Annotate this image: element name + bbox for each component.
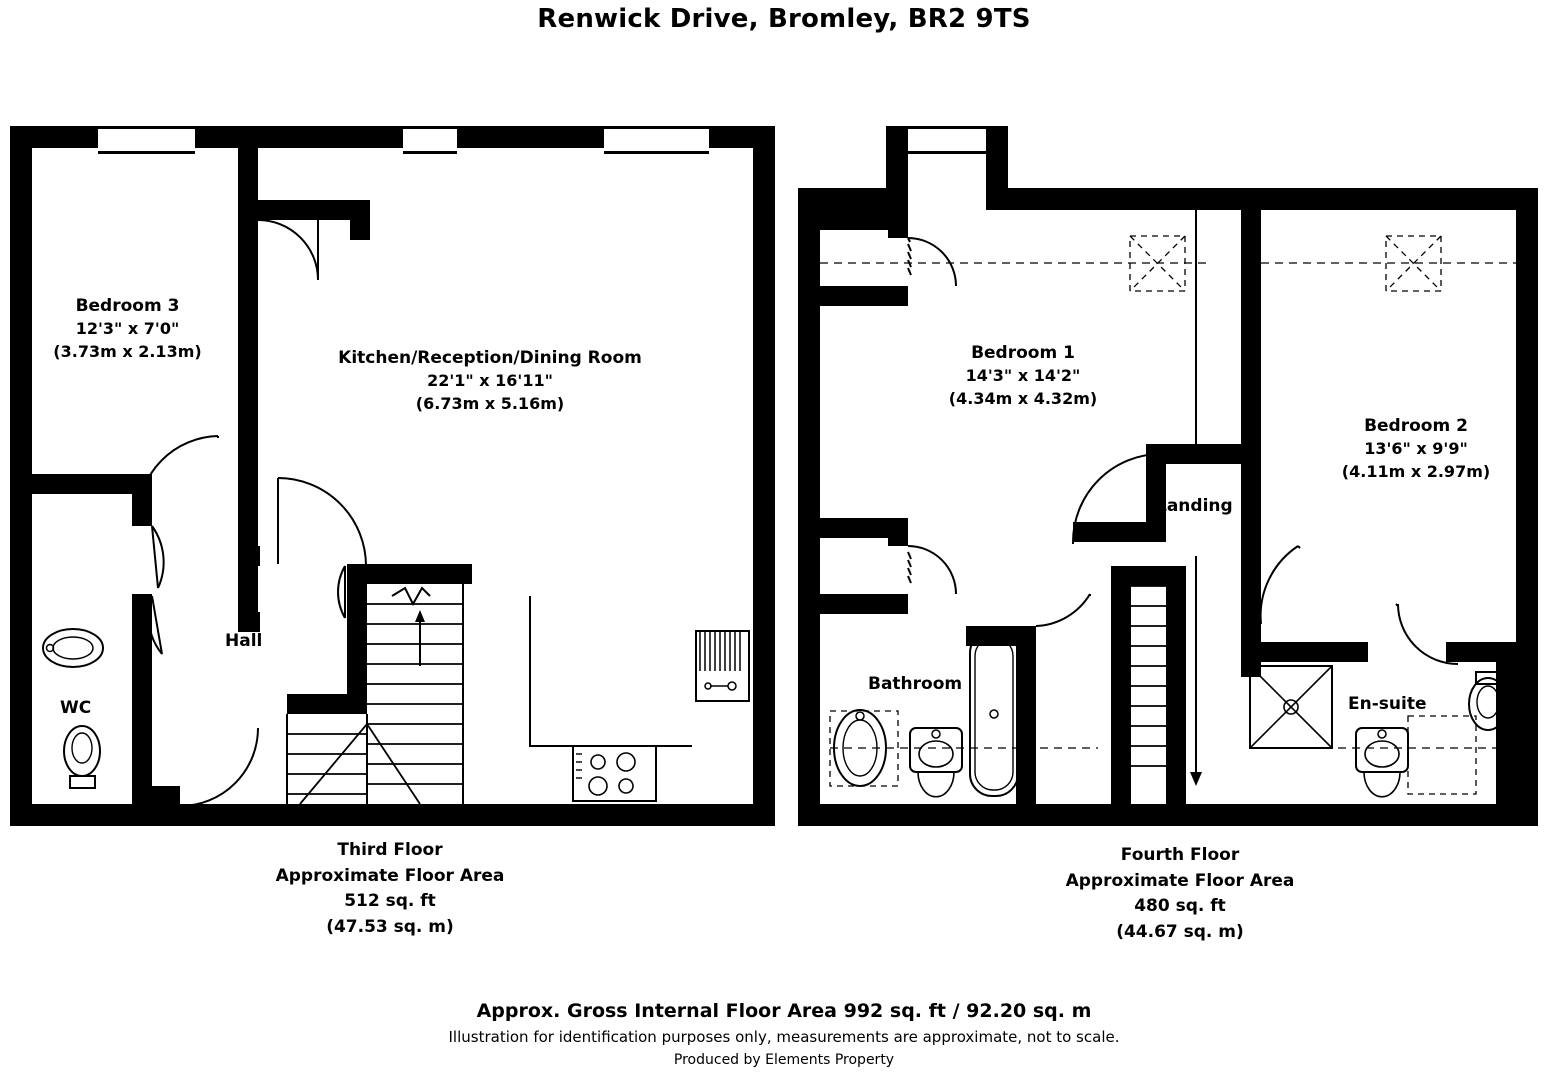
room-dims-metric: (6.73m x 5.16m) bbox=[415, 393, 565, 413]
room-name: Bedroom 3 bbox=[75, 296, 180, 316]
room-dims-metric: (3.73m x 2.13m) bbox=[53, 341, 202, 361]
page-title: Renwick Drive, Bromley, BR2 9TS bbox=[537, 4, 1031, 34]
room-label-bedroom-3 bbox=[20, 294, 235, 364]
room-dims-metric: (4.11m x 2.97m) bbox=[1341, 461, 1491, 481]
room-label-kitchen bbox=[260, 346, 720, 416]
floor-area-label: Approximate Floor Area bbox=[1065, 870, 1295, 891]
disclaimer-text: Illustration for identification purposes only, measurements are approximate, not to scale. bbox=[448, 1028, 1120, 1046]
room-name: Bedroom 1 bbox=[971, 343, 1075, 363]
floor-area-m: (47.53 sq. m) bbox=[326, 916, 454, 937]
room-dims-imperial: 12'3" x 7'0" bbox=[75, 319, 180, 339]
room-label-hall: Hall bbox=[225, 631, 263, 651]
third-floor-plan bbox=[10, 126, 775, 826]
floor-area-label: Approximate Floor Area bbox=[275, 865, 505, 886]
room-dims-metric: (4.34m x 4.32m) bbox=[948, 388, 1098, 408]
gross-area-text: Approx. Gross Internal Floor Area 992 sq. ft / 92.20 sq. m bbox=[476, 1000, 1092, 1022]
room-label-wc: WC bbox=[60, 698, 92, 718]
floor-area-m: (44.67 sq. m) bbox=[1116, 921, 1244, 942]
room-dims-imperial: 14'3" x 14'2" bbox=[965, 366, 1081, 386]
fourth-floor-caption bbox=[970, 843, 1390, 945]
room-label-landing: Landing bbox=[1156, 496, 1233, 516]
floor-name: Fourth Floor bbox=[1120, 845, 1240, 865]
room-name: Bedroom 2 bbox=[1364, 416, 1468, 436]
third-floor-fixtures bbox=[10, 126, 775, 826]
floor-area-ft: 512 sq. ft bbox=[344, 891, 436, 911]
fourth-floor-plan bbox=[798, 126, 1538, 826]
room-name: Kitchen/Reception/Dining Room bbox=[338, 348, 642, 368]
room-label-ensuite: En-suite bbox=[1348, 694, 1427, 714]
room-label-bedroom-1 bbox=[893, 341, 1153, 411]
room-dims-imperial: 13'6" x 9'9" bbox=[1364, 439, 1468, 459]
floor-area-ft: 480 sq. ft bbox=[1134, 896, 1226, 916]
floor-name: Third Floor bbox=[337, 840, 443, 860]
room-label-bedroom-2 bbox=[1286, 414, 1546, 484]
room-dims-imperial: 22'1" x 16'11" bbox=[427, 371, 553, 391]
room-label-bathroom: Bathroom bbox=[868, 674, 963, 694]
producer-credit: Produced by Elements Property bbox=[673, 1052, 895, 1068]
third-floor-caption bbox=[180, 838, 600, 940]
